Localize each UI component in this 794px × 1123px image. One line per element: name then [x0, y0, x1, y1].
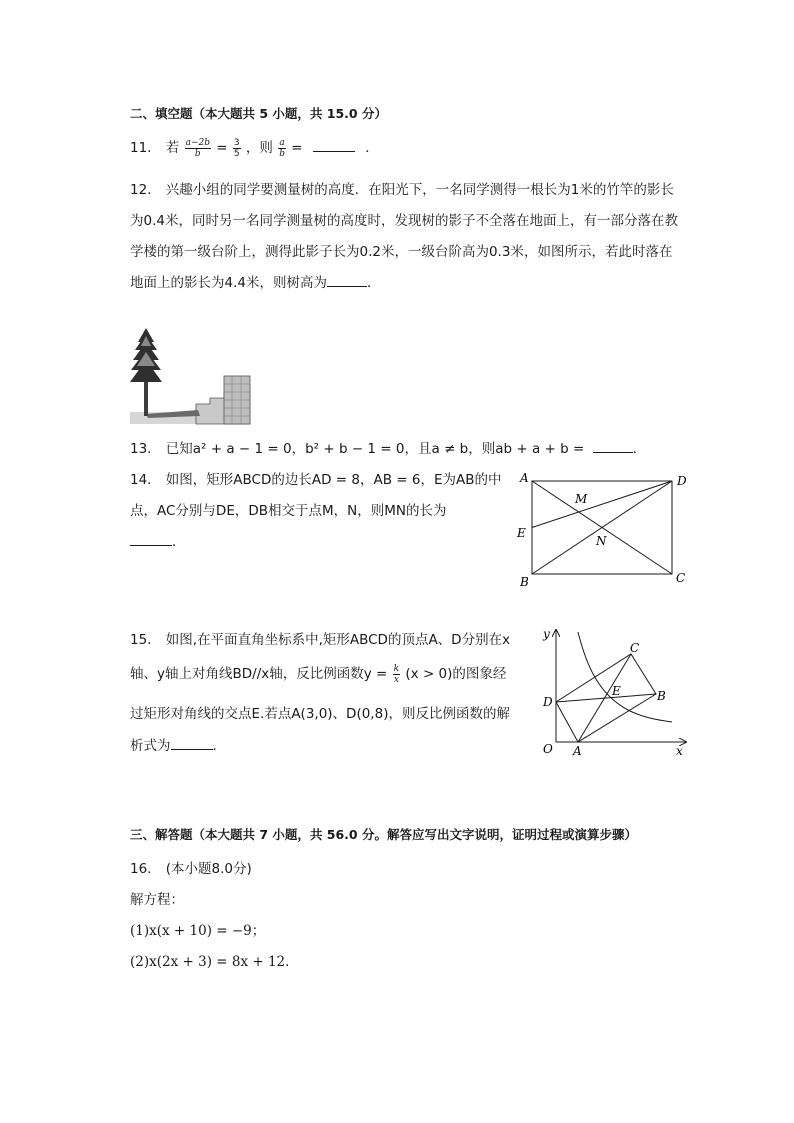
label-b: B: [520, 575, 529, 589]
label-n: N: [596, 534, 607, 548]
question-number: 16.: [130, 861, 152, 877]
label-a: A: [520, 471, 529, 485]
label-d: D: [543, 695, 553, 709]
segment-de: [532, 481, 672, 528]
question-13: [130, 437, 646, 457]
q13-end: ．: [632, 441, 647, 457]
coordinate-figure-q15: [536, 624, 692, 760]
answer-blank[interactable]: [327, 274, 367, 287]
question-14-line-3: [130, 530, 186, 550]
question-number: 15.: [130, 632, 152, 648]
question-number: 14.: [130, 472, 152, 488]
q11-ruo: 若: [165, 140, 180, 156]
label-o: O: [543, 742, 553, 756]
diagonal-ac: [578, 654, 631, 742]
question-12-line-4: [130, 271, 380, 291]
hyperbola-curve: [578, 632, 672, 722]
q14-end: ．: [172, 534, 186, 550]
q12-end: ．: [366, 275, 381, 291]
section-title-fill-in: 二、填空题（本大题共 5 小题，共 15.0 分）: [130, 106, 387, 121]
question-11: [130, 136, 379, 159]
question-15-line-4: [130, 734, 226, 754]
question-14-line-2: 点，AC分别与DE，DB相交于点M，N，则MN的长为: [130, 503, 447, 519]
q16-part-2: (2)x(2x + 3) = 8x + 12．: [130, 954, 299, 970]
question-12-line-2: 为0.4米，同时另一名同学测量树的高度时，发现树的影子不全落在地面上，有一部分落在教: [130, 213, 678, 229]
q12-text-4: 地面上的影长为4.4米，则树高为: [130, 275, 327, 291]
q15-text-2a: 轴、y轴上对角线BD//x轴，反比例函数y =: [130, 666, 388, 682]
question-15-line-3: 过矩形对角线的交点E.若点A(3,0)、D(0,8)，则反比例函数的解: [130, 706, 510, 722]
q16-part-1: (1)x(x + 10) = −9；: [130, 923, 266, 939]
q15-text-4: 析式为: [130, 738, 171, 754]
label-x: x: [676, 744, 683, 758]
rectangle-figure-q14: [512, 466, 698, 590]
question-16-header: [130, 857, 252, 877]
label-y: y: [543, 627, 550, 641]
question-number: 11.: [130, 140, 152, 156]
q15-text-1: 如图,在平面直角坐标系中,矩形ABCD的顶点A、D分别在x: [165, 632, 511, 648]
label-m: M: [575, 492, 588, 506]
q16-score: (本小题8.0分): [165, 861, 252, 877]
label-e: E: [612, 684, 621, 698]
q11-fraction-2: $\frac{3}{5}$: [233, 137, 240, 159]
question-14-line-1: [130, 468, 501, 488]
q13-text: 已知a² + a − 1 = 0，b² + b − 1 = 0，且a ≠ b，则ab + a + b =: [165, 441, 585, 457]
question-number: 13.: [130, 441, 152, 457]
answer-blank[interactable]: [171, 737, 213, 750]
q15-text-2b: (x > 0)的图象经: [405, 666, 507, 682]
tree-trunk: [144, 378, 148, 416]
answer-blank[interactable]: [313, 139, 355, 152]
q15-end: ．: [212, 738, 226, 754]
q11-ze: ，则: [245, 140, 273, 156]
q11-end: ．: [365, 140, 379, 156]
question-12-line-3: 学楼的第一级台阶上，测得此影子长为0.2米，一级台阶高为0.3米，如图所示，若此时落在: [130, 244, 673, 260]
label-a: A: [573, 744, 582, 758]
answer-blank[interactable]: [593, 440, 633, 453]
label-c: C: [630, 641, 640, 655]
label-d: D: [677, 474, 687, 488]
question-15-line-2: [130, 662, 506, 685]
answer-blank[interactable]: [130, 533, 172, 546]
q11-fraction-3: $\frac{a}{b}$: [279, 137, 285, 159]
question-number: 12.: [130, 182, 152, 198]
tree-steps-figure: [128, 326, 252, 426]
q12-text-1: 兴趣小组的同学要测量树的高度．在阳光下，一名同学测得一根长为1米的竹竿的影长: [165, 182, 674, 198]
question-12-line-1: [130, 178, 674, 198]
q11-eq2: =: [291, 140, 303, 156]
q16-prompt: 解方程：: [130, 892, 184, 908]
section-title-solutions: 三、解答题（本大题共 7 小题，共 56.0 分。解答应写出文字说明，证明过程或演算步骤）: [130, 827, 637, 842]
label-b: B: [657, 689, 666, 703]
question-15-line-1: [130, 628, 510, 648]
label-e: E: [517, 526, 526, 540]
label-c: C: [676, 571, 686, 585]
q15-fraction: $\frac{k}{x}$: [393, 663, 400, 685]
q11-fraction-1: $\frac{a-2b}{b}$: [185, 137, 210, 159]
q11-eq: =: [216, 140, 228, 156]
q14-text-1: 如图，矩形ABCD的边长AD = 8，AB = 6，E为AB的中: [165, 472, 502, 488]
